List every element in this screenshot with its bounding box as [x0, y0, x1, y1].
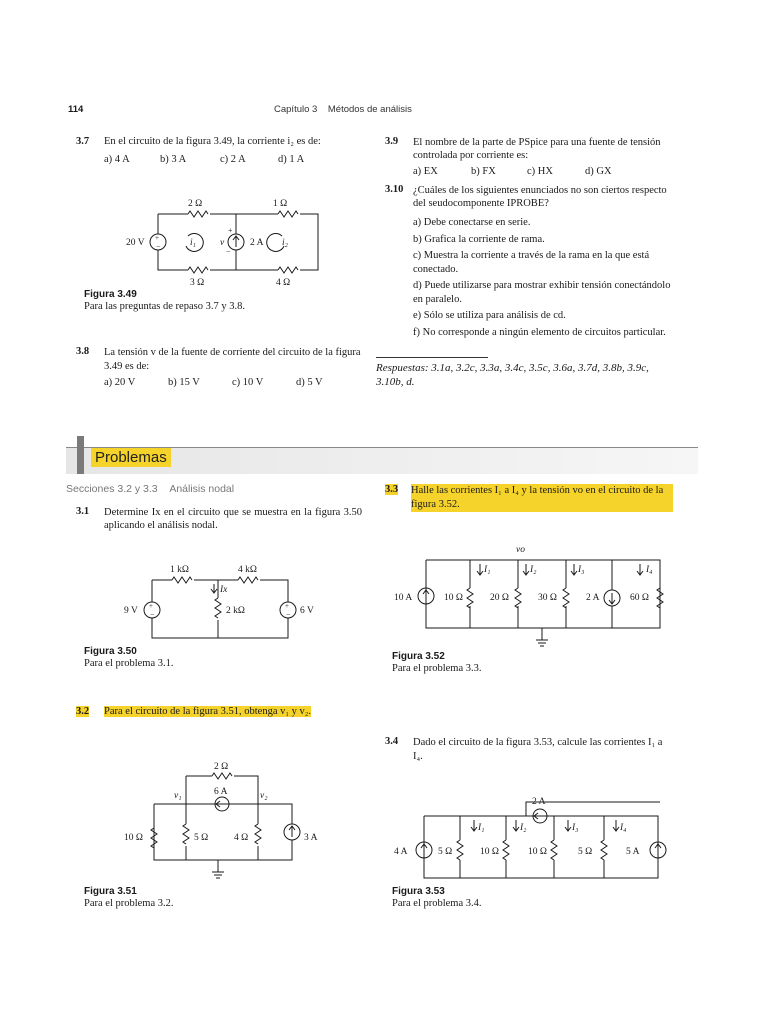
source-label: 3 A [304, 833, 318, 843]
option: b) FX [471, 166, 496, 177]
source-label: 20 V [126, 238, 145, 248]
problem-number: 3.3 [385, 484, 399, 495]
problem-3-3 [385, 484, 675, 510]
question-3-9-options [413, 166, 673, 177]
figure-3-50-circuit [110, 562, 340, 646]
figure-caption: Para el problema 3.4. [392, 898, 482, 909]
resistor-label: 20 Ω [490, 593, 509, 603]
question-number: 3.10 [385, 184, 404, 195]
section-banner-bar [77, 436, 84, 474]
svg-text:−: − [150, 610, 155, 619]
problem-number: 3.4 [385, 736, 399, 747]
source-label: 9 V [124, 606, 138, 616]
section-title: Problemas [91, 448, 171, 467]
option: a) 4 A [104, 154, 130, 165]
option: c) HX [527, 166, 553, 177]
option: a) EX [413, 166, 438, 177]
option: b) 3 A [160, 154, 187, 165]
question-number: 3.8 [76, 346, 90, 357]
resistor-label: 4 Ω [234, 833, 249, 843]
svg-text:−: − [286, 610, 291, 619]
svg-text:−: − [156, 242, 161, 251]
current-label: I₂ [520, 823, 527, 833]
figure-3-53-circuit [390, 790, 670, 886]
resistor-label: 1 kΩ [170, 565, 189, 575]
chapter-label: Capítulo 3 [274, 104, 318, 115]
option: a) Debe conectarse en serie. [413, 217, 531, 228]
figure-caption: Para el problema 3.3. [392, 663, 482, 674]
source-label: 5 A [626, 847, 640, 857]
figure-label: Figura 3.52 [392, 651, 445, 662]
option: a) 20 V [104, 377, 136, 388]
svg-text:+: + [149, 602, 153, 610]
source-label: 4 A [394, 847, 408, 857]
figure-3-51-circuit [118, 758, 328, 886]
resistor-label: 30 Ω [538, 593, 557, 603]
figure-label: Figura 3.50 [84, 646, 137, 657]
option: c) 2 A [220, 154, 246, 165]
question-3-7-options [104, 154, 364, 165]
problem-text: Determine Ix en el circuito que se muestra en la figura 3.50 aplicando el análisis nodal. [104, 507, 362, 531]
subsection-title: Análisis nodal [169, 483, 235, 495]
running-header [274, 104, 412, 115]
question-3-8-options [104, 377, 364, 388]
option: f) No corresponde a ningún elemento de circuitos particular. [413, 326, 666, 338]
figure-label: Figura 3.53 [392, 886, 445, 897]
source-label: 6 V [300, 606, 314, 616]
page-number: 114 [68, 104, 84, 115]
source-label: 2 A [586, 593, 600, 603]
resistor-label: 5 Ω [438, 847, 453, 857]
resistor-label: 5 Ω [578, 847, 593, 857]
option: c) 10 V [232, 377, 264, 388]
subsection-number: Secciones 3.2 y 3.3 [66, 483, 158, 495]
question-3-9 [385, 136, 675, 161]
option: d) Puede utilizarse para mostrar exhibir tensión conectándolo en paralelo. [413, 280, 671, 305]
problem-text: Para el circuito de la figura 3.51, obtenga v₁ y v₂. [104, 706, 312, 717]
problem-text: Halle las corrientes I₁ a I₄ y la tensión vo en el circuito de la figura 3.52. [411, 484, 673, 512]
resistor-label: 10 Ω [480, 847, 499, 857]
figure-caption: Para el problema 3.2. [84, 898, 174, 909]
node-label: v₂ [260, 791, 268, 801]
question-3-10 [385, 184, 675, 209]
source-label: 6 A [214, 787, 228, 797]
figure-3-52-circuit [390, 540, 670, 648]
question-number: 3.9 [385, 136, 399, 147]
subsection-heading [66, 483, 234, 495]
resistor-label: 4 kΩ [238, 565, 257, 575]
node-label: v₁ [174, 791, 182, 801]
resistor-label: 10 Ω [444, 593, 463, 603]
svg-text:+: + [155, 234, 159, 242]
svg-text:+: + [228, 226, 233, 235]
figure-3-49-circuit [118, 192, 328, 288]
source-label: 10 A [394, 593, 413, 603]
figure-caption: Para las preguntas de repaso 3.7 y 3.8. [84, 301, 245, 312]
resistor-label: 2 Ω [188, 199, 203, 209]
current-label: I₃ [578, 565, 585, 575]
option: d) 5 V [296, 377, 323, 388]
option: b) 15 V [168, 377, 200, 388]
resistor-label: 2 Ω [214, 762, 229, 772]
option: d) GX [585, 166, 612, 177]
current-label: Ix [220, 585, 228, 595]
figure-label: Figura 3.49 [84, 289, 137, 300]
option: d) 1 A [278, 154, 305, 165]
problem-3-2 [76, 706, 366, 717]
current-label: I₄ [620, 823, 627, 833]
current-label: I₄ [646, 565, 653, 575]
svg-text:−: − [226, 247, 231, 256]
source-label: 2 A [250, 238, 264, 248]
figure-label: Figura 3.51 [84, 886, 137, 897]
current-label: I₃ [572, 823, 579, 833]
question-text: El nombre de la parte de PSpice para una fuente de tensión controlada por corriente es: [413, 137, 661, 161]
problem-3-4 [385, 736, 675, 762]
answers-rule [376, 357, 488, 358]
resistor-label: 10 Ω [528, 847, 547, 857]
resistor-label: 5 Ω [194, 833, 209, 843]
question-text: La tensión v de la fuente de corriente del circuito de la figura 3.49 es de: [104, 347, 361, 372]
source-label: 2 A [532, 797, 546, 807]
node-label: vo [516, 545, 525, 555]
resistor-label: 4 Ω [276, 278, 291, 288]
problem-text: Dado el circuito de la figura 3.53, calcule las corrientes I₁ a I₄. [413, 737, 663, 762]
resistor-label: 3 Ω [190, 278, 205, 288]
resistor-label: 60 Ω [630, 593, 649, 603]
voltage-label: v [220, 238, 225, 248]
mesh-current-label: i₁ [190, 238, 196, 248]
option: c) Muestra la corriente a través de la rama en la que está conectado. [413, 250, 650, 275]
current-label: I₁ [484, 565, 491, 575]
problem-number: 3.1 [76, 506, 90, 517]
mesh-current-label: i₂ [282, 238, 288, 248]
chapter-title: Métodos de análisis [327, 104, 412, 115]
question-3-10-items [413, 216, 671, 339]
figure-caption: Para el problema 3.1. [84, 658, 174, 669]
problem-3-1 [76, 506, 366, 531]
resistor-label: 2 kΩ [226, 606, 245, 616]
current-label: I₂ [530, 565, 537, 575]
question-number: 3.7 [76, 136, 90, 147]
resistor-label: 10 Ω [124, 833, 143, 843]
option: b) Grafica la corriente de rama. [413, 233, 545, 245]
question-text: En el circuito de la figura 3.49, la corriente i₂ es de: [104, 136, 321, 147]
current-label: I₁ [478, 823, 485, 833]
question-text: ¿Cuáles de los siguientes enunciados no son ciertos respecto del seudocomponente IPROBE? [413, 185, 667, 209]
question-3-8 [76, 346, 366, 372]
question-3-7 [76, 136, 366, 147]
problem-number: 3.2 [76, 706, 90, 717]
answers: Respuestas: 3.1a, 3.2c, 3.3a, 3.4c, 3.5c, 3.6a, 3.7d, 3.8b, 3.9c, 3.10b, d. [376, 362, 649, 388]
resistor-label: 1 Ω [273, 199, 288, 209]
option: e) Sólo se utiliza para análisis de cd. [413, 310, 566, 321]
svg-text:+: + [285, 602, 289, 610]
